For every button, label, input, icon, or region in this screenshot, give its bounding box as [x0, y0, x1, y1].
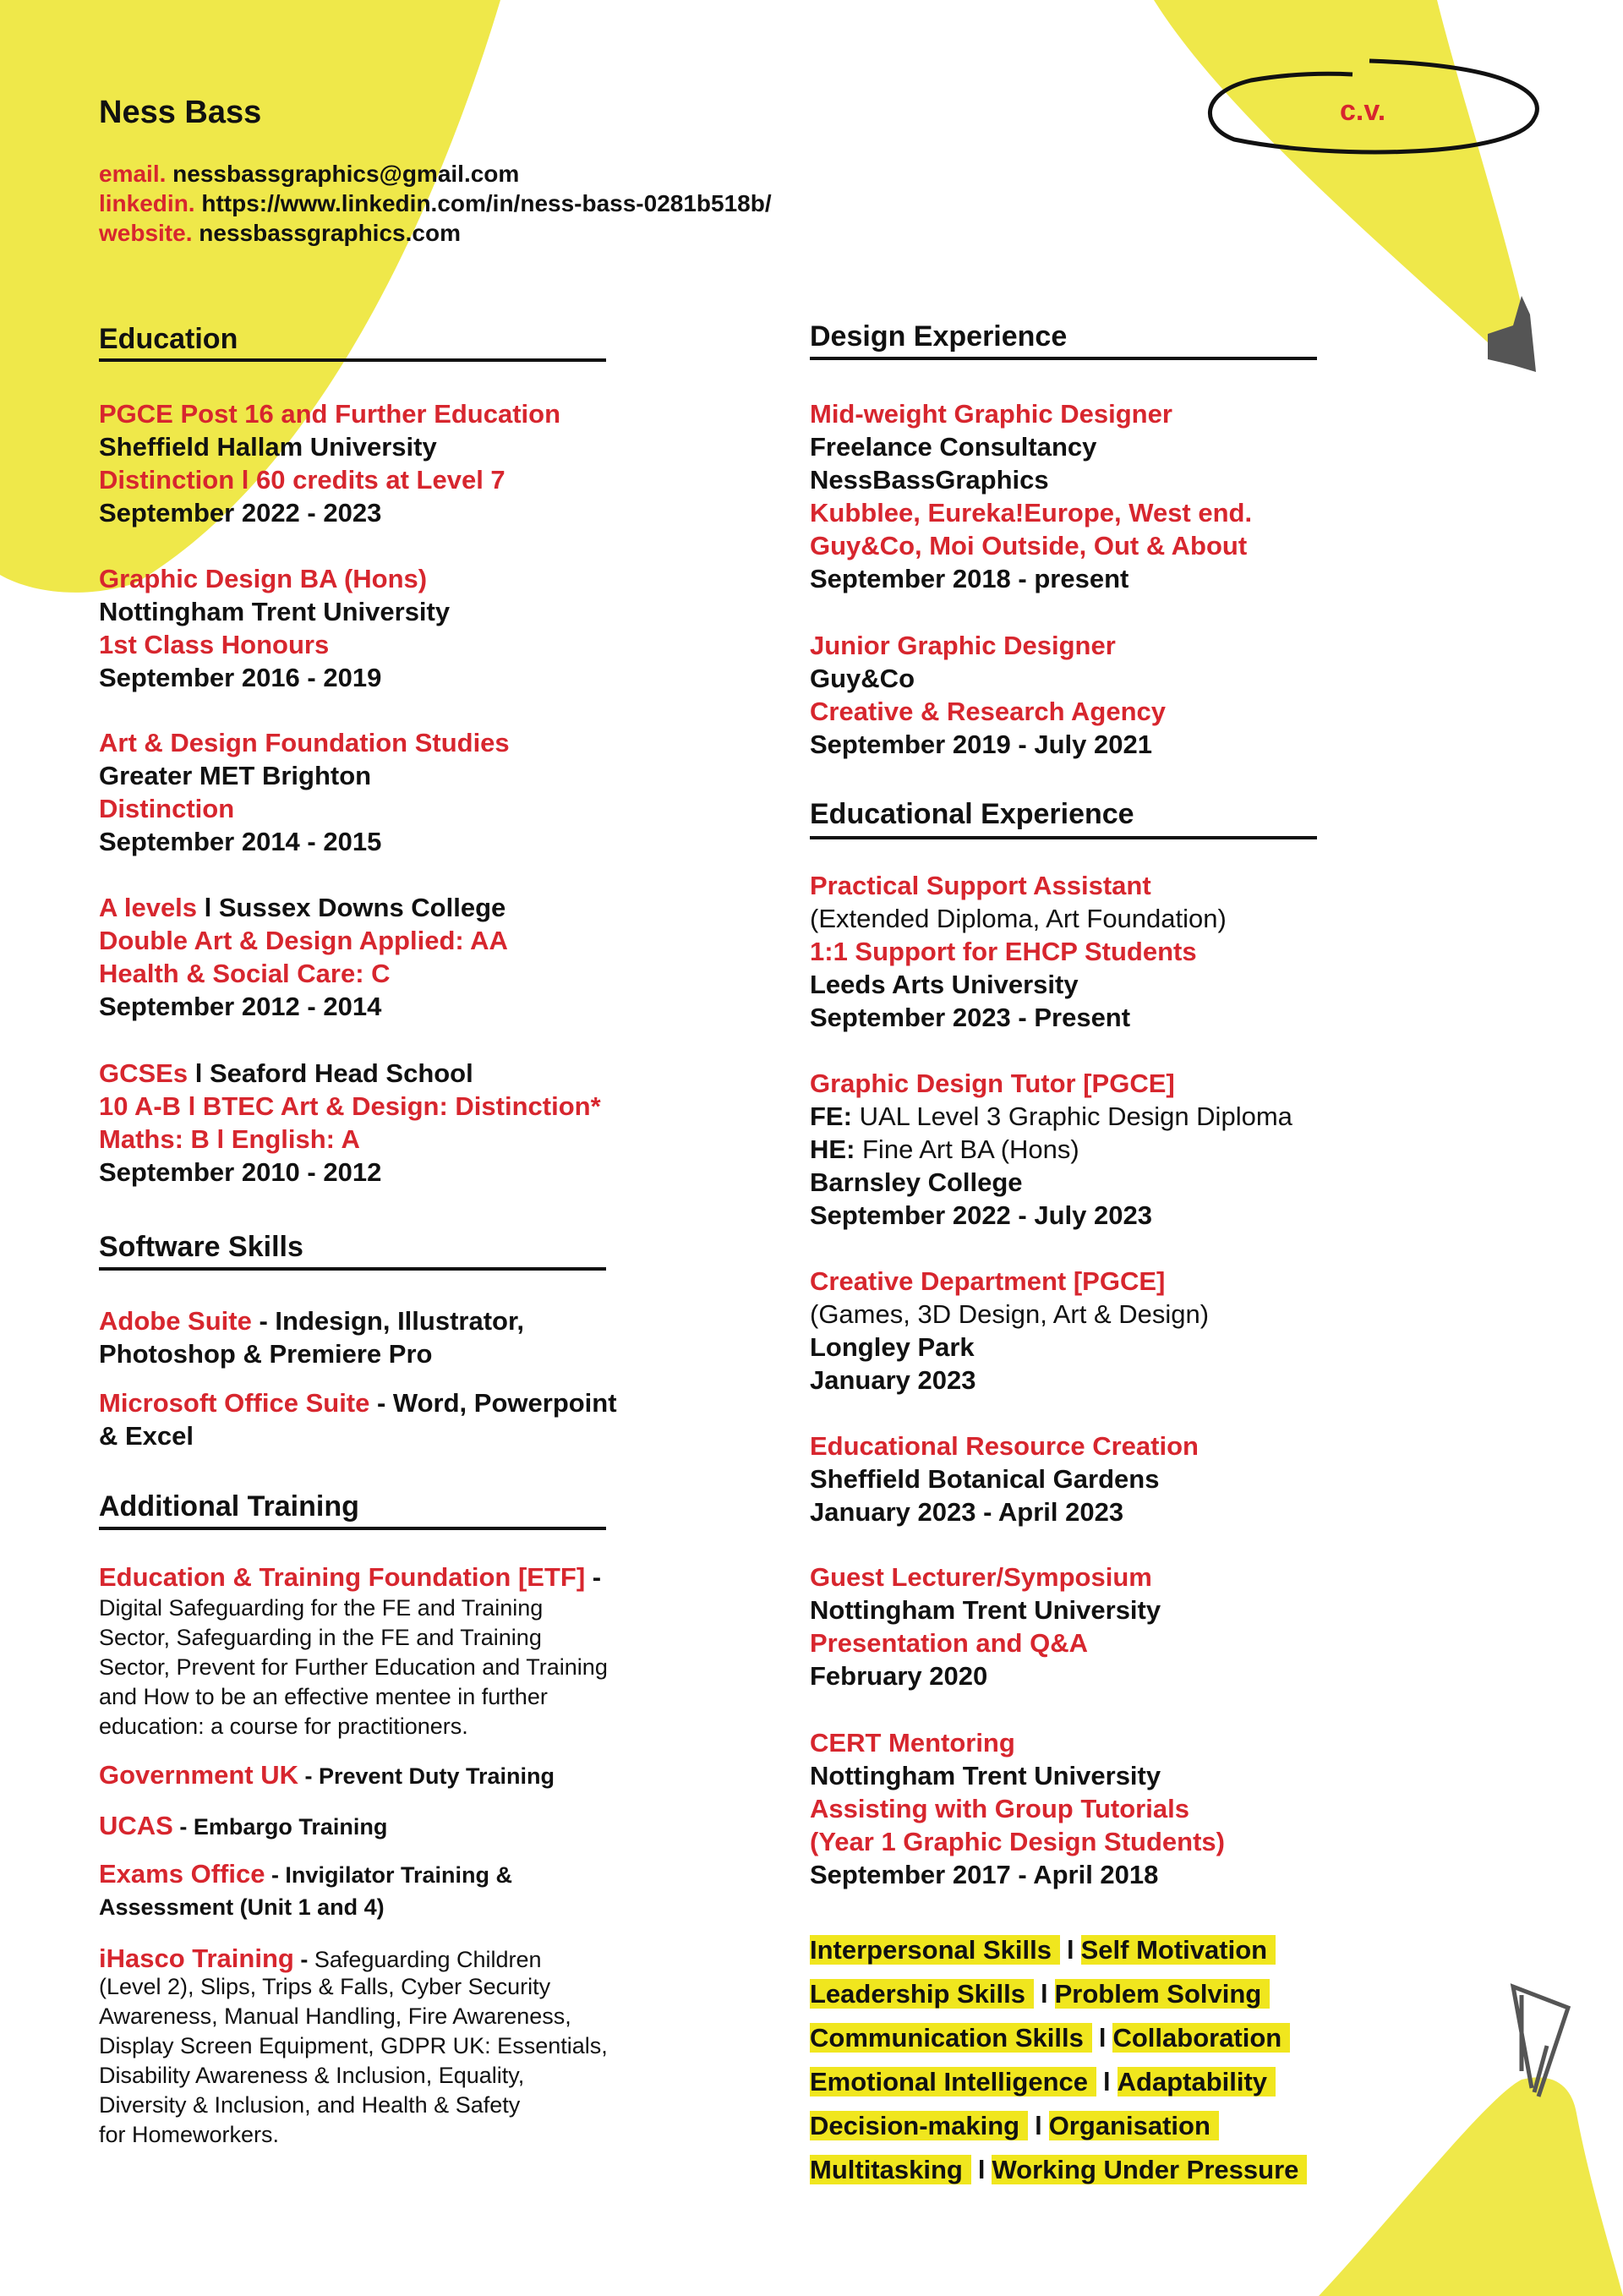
educational-entry-line: [810, 1001, 1130, 1039]
text: Guy&Co: [810, 663, 915, 693]
text: Nottingham Trent University: [810, 1594, 1161, 1625]
divider: [810, 836, 1317, 839]
yellow-blob-bottom-right: [1319, 2077, 1623, 2296]
training-ihasco-body-line: [99, 2031, 608, 2064]
text: September 2022 - 2023: [99, 497, 382, 528]
heading-educational-experience: Educational Experience: [810, 798, 1134, 830]
text: Fine Art BA (Hons): [862, 1134, 1079, 1164]
text: January 2023 - April 2023: [810, 1496, 1124, 1527]
text: - Prevent Duty Training: [298, 1763, 555, 1789]
text: (Extended Diploma, Art Foundation): [810, 903, 1227, 933]
highlight-text: Creative Department [PGCE]: [810, 1266, 1166, 1296]
linkedin-value[interactable]: https://www.linkedin.com/in/ness-bass-0281b518b/: [201, 190, 772, 216]
text: Nottingham Trent University: [99, 596, 451, 626]
text: Leeds Arts University: [810, 969, 1079, 999]
skills-row: [810, 2021, 1290, 2060]
highlight-text: Practical Support Assistant: [810, 870, 1151, 900]
email-value[interactable]: nessbassgraphics@gmail.com: [172, 161, 520, 187]
highlight-text: 10 A-B l BTEC Art & Design: Distinction*: [99, 1091, 601, 1121]
website-value[interactable]: nessbassgraphics.com: [199, 220, 461, 246]
separator: l: [1035, 2111, 1042, 2140]
text: Sector, Prevent for Further Education and Training: [99, 1654, 608, 1680]
text: l Seaford Head School: [188, 1058, 473, 1088]
person-name: Ness Bass: [99, 95, 262, 130]
highlight-text: Creative & Research Agency: [810, 696, 1166, 726]
highlight-text: GCSEs: [99, 1058, 189, 1088]
training-gov-line: [99, 1758, 555, 1796]
training-ihasco-body-line: [99, 2120, 279, 2153]
skills-row: [810, 2153, 1307, 2192]
text: and How to be an effective mentee in further: [99, 1683, 548, 1709]
text: September 2017 - April 2018: [810, 1859, 1159, 1889]
cv-label: c.v.: [1340, 95, 1386, 127]
text: Freelance Consultancy: [810, 431, 1097, 462]
educational-entry-line: [810, 1495, 1123, 1533]
highlight-text: CERT Mentoring: [810, 1727, 1015, 1758]
text: Awareness, Manual Handling, Fire Awareness,: [99, 2003, 571, 2029]
highlight-text: Mid-weight Graphic Designer: [810, 398, 1172, 429]
text: Diversity & Inclusion, and Health & Safety: [99, 2091, 521, 2118]
training-exams-line: [99, 1857, 512, 1895]
highlight-text: Graphic Design Tutor [PGCE]: [810, 1068, 1175, 1098]
text: HE:: [810, 1134, 862, 1164]
highlight-text: Junior Graphic Designer: [810, 630, 1116, 660]
separator: l: [1098, 2023, 1107, 2053]
yellow-brush-stroke-top-right: [1154, 0, 1534, 364]
highlight-text: Art & Design Foundation Studies: [99, 727, 510, 757]
education-entry-line: [99, 1156, 381, 1194]
education-entry-line: [99, 661, 381, 699]
skill-tag: Multitasking: [810, 2155, 971, 2184]
highlight-text: Assisting with Group Tutorials: [810, 1793, 1189, 1823]
training-etf-body-line: [99, 1682, 548, 1715]
training-ihasco-body-line: [99, 2061, 524, 2094]
skill-tag: Emotional Intelligence: [810, 2067, 1096, 2096]
highlight-text: Guest Lecturer/Symposium: [810, 1561, 1152, 1592]
highlight-text: Double Art & Design Applied: AA: [99, 925, 508, 955]
highlight-text: iHasco Training: [99, 1943, 294, 1973]
training-etf-body-line: [99, 1594, 543, 1626]
highlight-text: Presentation and Q&A: [810, 1627, 1088, 1658]
text: (Games, 3D Design, Art & Design): [810, 1298, 1210, 1329]
skill-tag: Interpersonal Skills: [810, 1935, 1060, 1965]
text: l Sussex Downs College: [197, 892, 506, 922]
separator: l: [977, 2155, 986, 2184]
text: September 2010 - 2012: [99, 1156, 382, 1187]
text: - Embargo Training: [172, 1813, 388, 1840]
text: September 2012 - 2014: [99, 991, 382, 1021]
heading-software-skills: Software Skills: [99, 1231, 303, 1263]
text: February 2020: [810, 1660, 988, 1691]
text: UAL Level 3 Graphic Design Diploma: [859, 1101, 1292, 1131]
education-entry-line: [99, 496, 381, 534]
separator: l: [1067, 1935, 1074, 1965]
educational-entry-line: [810, 1364, 975, 1402]
contact-website: [99, 218, 461, 248]
design-entry-line: [810, 728, 1152, 766]
training-ihasco-body-line: [99, 1972, 550, 2005]
skill-tag: Collaboration: [1112, 2023, 1290, 2053]
skill-tag: Adaptability: [1118, 2067, 1276, 2096]
design-entry-line: [810, 562, 1128, 600]
text: (Level 2), Slips, Trips & Falls, Cyber Security: [99, 1973, 551, 1999]
text: Nottingham Trent University: [810, 1760, 1161, 1790]
educational-entry-line: [810, 1858, 1158, 1896]
highlight-text: Microsoft Office Suite: [99, 1387, 370, 1418]
heading-education: Education: [99, 323, 238, 355]
text: Safeguarding Children: [314, 1946, 542, 1972]
training-exams-line: [99, 1891, 385, 1927]
text: FE:: [810, 1101, 860, 1131]
text: - Invigilator Training &: [265, 1861, 512, 1888]
separator: l: [1041, 1979, 1048, 2009]
highlight-text: Kubblee, Eureka!Europe, West end.: [810, 497, 1253, 528]
training-ucas-line: [99, 1809, 387, 1847]
training-etf-body-line: [99, 1712, 468, 1745]
text: September 2022 - July 2023: [810, 1200, 1152, 1230]
training-ihasco-body-line: [99, 2091, 520, 2124]
highlight-text: Health & Social Care: C: [99, 958, 391, 988]
divider: [99, 358, 606, 362]
separator: l: [1103, 2067, 1111, 2096]
website-label: website.: [99, 220, 193, 246]
education-entry-line: [99, 825, 381, 863]
text: Digital Safeguarding for the FE and Training: [99, 1594, 544, 1621]
highlight-text: Distinction: [99, 793, 235, 823]
text: -: [293, 1946, 314, 1972]
text: Sector, Safeguarding in the FE and Training: [99, 1624, 542, 1650]
text: for Homeworkers.: [99, 2121, 280, 2147]
text: -: [585, 1561, 602, 1592]
software-entry-line: [99, 1337, 432, 1375]
highlight-text: Educational Resource Creation: [810, 1430, 1199, 1461]
highlight-text: Distinction l 60 credits at Level 7: [99, 464, 505, 495]
skill-tag: Organisation: [1049, 2111, 1219, 2140]
training-etf-body-line: [99, 1653, 608, 1686]
highlight-text: Education & Training Foundation [ETF]: [99, 1561, 586, 1592]
text: Disability Awareness & Inclusion, Equality,: [99, 2062, 525, 2088]
educational-entry-line: [810, 1659, 987, 1697]
email-label: email.: [99, 161, 167, 187]
highlight-text: Graphic Design BA (Hons): [99, 563, 428, 593]
text: NessBassGraphics: [810, 464, 1049, 495]
text: - Indesign, Illustrator,: [251, 1305, 524, 1336]
highlight-text: PGCE Post 16 and Further Education: [99, 398, 561, 429]
divider: [810, 357, 1317, 360]
text: September 2018 - present: [810, 563, 1129, 593]
highlight-text: 1st Class Honours: [99, 629, 330, 659]
skill-tag: Problem Solving: [1055, 1979, 1271, 2009]
highlight-text: 1:1 Support for EHCP Students: [810, 936, 1197, 966]
skill-tag: Decision-making: [810, 2111, 1028, 2140]
highlight-text: Adobe Suite: [99, 1305, 252, 1336]
highlight-text: A levels: [99, 892, 198, 922]
skills-row: [810, 1933, 1276, 1972]
text: September 2016 - 2019: [99, 662, 382, 692]
text: Greater MET Brighton: [99, 760, 372, 790]
highlight-text: Maths: B l English: A: [99, 1123, 360, 1154]
heading-additional-training: Additional Training: [99, 1490, 359, 1522]
text: September 2014 - 2015: [99, 826, 382, 856]
skill-tag: Working Under Pressure: [992, 2155, 1307, 2184]
educational-entry-line: [810, 1199, 1152, 1237]
contact-email: [99, 159, 519, 189]
text: January 2023: [810, 1364, 976, 1395]
text: Barnsley College: [810, 1167, 1023, 1197]
training-ihasco-body-line: [99, 2002, 571, 2035]
text: Photoshop & Premiere Pro: [99, 1338, 433, 1369]
text: Sheffield Botanical Gardens: [810, 1463, 1160, 1494]
highlight-text: Exams Office: [99, 1858, 265, 1889]
text: September 2019 - July 2021: [810, 729, 1152, 759]
text: & Excel: [99, 1420, 194, 1451]
highlight-text: (Year 1 Graphic Design Students): [810, 1826, 1225, 1856]
skills-row: [810, 1977, 1270, 2016]
text: Sheffield Hallam University: [99, 431, 437, 462]
text: Display Screen Equipment, GDPR UK: Essentials,: [99, 2032, 608, 2058]
contact-linkedin: [99, 189, 772, 218]
highlight-text: Guy&Co, Moi Outside, Out & About: [810, 530, 1248, 560]
skill-tag: Leadership Skills: [810, 1979, 1034, 2009]
linkedin-label: linkedin.: [99, 190, 195, 216]
divider: [99, 1527, 606, 1530]
text: - Word, Powerpoint: [369, 1387, 617, 1418]
text: education: a course for practitioners.: [99, 1713, 468, 1739]
text: September 2023 - Present: [810, 1002, 1131, 1032]
text: Assessment (Unit 1 and 4): [99, 1894, 385, 1920]
education-entry-line: [99, 990, 381, 1028]
text: Longley Park: [810, 1331, 975, 1362]
skills-row: [810, 2109, 1219, 2148]
skills-row: [810, 2065, 1276, 2104]
skill-tag: Communication Skills: [810, 2023, 1092, 2053]
software-entry-line: [99, 1419, 194, 1457]
divider: [99, 1267, 606, 1271]
skill-tag: Self Motivation: [1081, 1935, 1276, 1965]
heading-design-experience: Design Experience: [810, 320, 1068, 353]
training-etf-body-line: [99, 1623, 542, 1656]
highlight-text: Government UK: [99, 1759, 298, 1790]
highlight-text: UCAS: [99, 1810, 173, 1840]
